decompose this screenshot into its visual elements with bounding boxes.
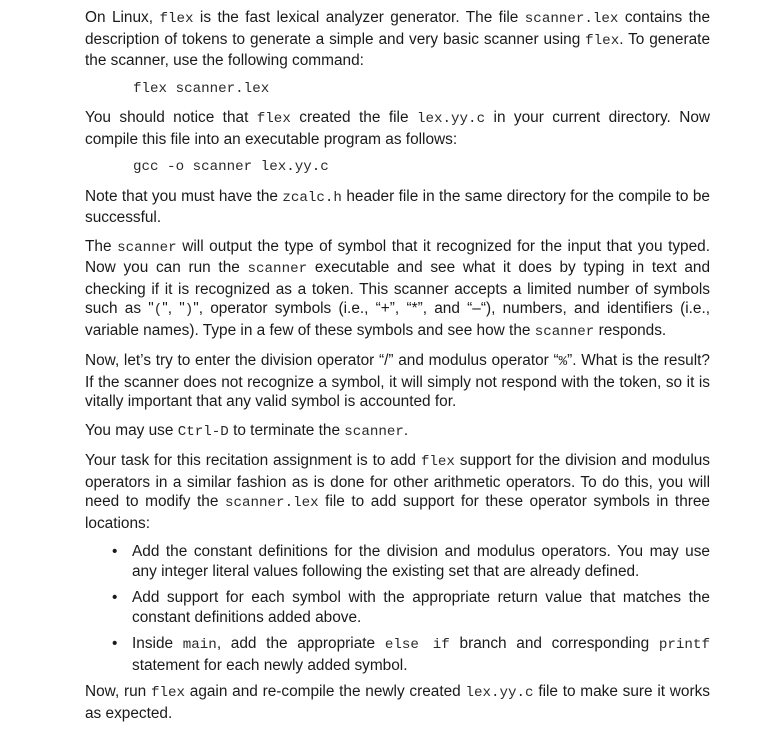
inline-code: flex xyxy=(256,111,291,127)
document-page xyxy=(85,8,710,732)
inline-code: scanner.lex xyxy=(524,11,619,27)
scanner-output-paragraph: The scanner will output the type of symbol that it recognized for the input that you typed. Now you can run the scanner executable and see what it does by typing in text and checking if it is recognized as a token. This scanner accepts a limited number of symbols such as "(", ")", operator symbols (i.e., “+”, “*”, and “–“), numbers, and identifiers (i.e., variable names). Type in a few of these symbols and see how the scanner responds. xyxy=(85,237,711,340)
intro-paragraph: On Linux, flex is the fast lexical analyzer generator. The file scanner.lex contains the description of tokens to generate a simple and very basic scanner using flex. To generate the scanner, use the following command: xyxy=(85,9,711,69)
list-item: • Add support for each symbol with the appropriate return value that matches the constant definitions added above. xyxy=(112,589,710,626)
inline-code: scanner xyxy=(534,323,595,340)
gcc-command: gcc -o scanner lex.yy.c xyxy=(133,159,329,175)
inline-code: flex xyxy=(159,11,194,27)
inline-code: ( xyxy=(153,302,163,318)
inline-code: scanner xyxy=(247,261,308,277)
inline-code: scanner xyxy=(117,239,177,256)
bullet-icon: • xyxy=(112,543,118,560)
inline-code: scanner xyxy=(344,423,404,440)
list-item: • Add the constant definitions for the division and modulus operators. You may use any integer literal values following the existing set that are already defined. xyxy=(112,543,710,580)
bullet-icon: • xyxy=(112,589,118,606)
bullet-icon: • xyxy=(112,635,118,652)
compile-paragraph: You should notice that flex created the file lex.yy.c in your current directory. Now compile this file into an executable program as follows: xyxy=(85,109,710,148)
closing-paragraph: Now, run flex again and re-compile the newly created lex.yy.c file to make sure it works as expected. xyxy=(85,683,710,722)
inline-code: ) xyxy=(184,302,194,318)
ctrl-d-paragraph: You may use Ctrl-D to terminate the scanner. xyxy=(85,421,409,440)
inline-code: scanner.lex xyxy=(224,495,319,511)
inline-code: main xyxy=(182,637,217,653)
inline-code: lex.yy.c xyxy=(465,685,534,701)
task-paragraph: Your task for this recitation assignment is to add flex support for the division and modulus operators in a similar fashion as is done for other arithmetic operators. To do this, you will need to modify the scanner.lex file to add support for these operator symbols in three locations: xyxy=(85,452,710,532)
list-item: • Inside main, add the appropriate else if branch and corresponding printf statement for each newly added symbol. xyxy=(112,635,710,674)
flex-command: flex scanner.lex xyxy=(133,80,270,97)
inline-code: flex xyxy=(420,454,455,470)
division-paragraph: Now, let’s try to enter the division operator “/” and modulus operator “%”. What is the result? If the scanner does not recognize a symbol, it will simply not respond with the token, so it is vitally important that any valid symbol is accounted for. xyxy=(85,352,710,410)
inline-code: flex xyxy=(585,32,620,49)
inline-code: lex.yy.c xyxy=(416,111,486,127)
inline-code: zcalc.h xyxy=(282,189,342,206)
inline-code: flex xyxy=(150,685,186,701)
inline-code: % xyxy=(558,354,568,370)
inline-code: printf xyxy=(658,637,710,653)
task-list xyxy=(85,542,710,675)
inline-code: else if xyxy=(384,637,450,653)
inline-code: Ctrl-D xyxy=(177,423,229,440)
header-note-paragraph: Note that you must have the zcalc.h header file in the same directory for the compile to be successful. xyxy=(85,187,710,226)
